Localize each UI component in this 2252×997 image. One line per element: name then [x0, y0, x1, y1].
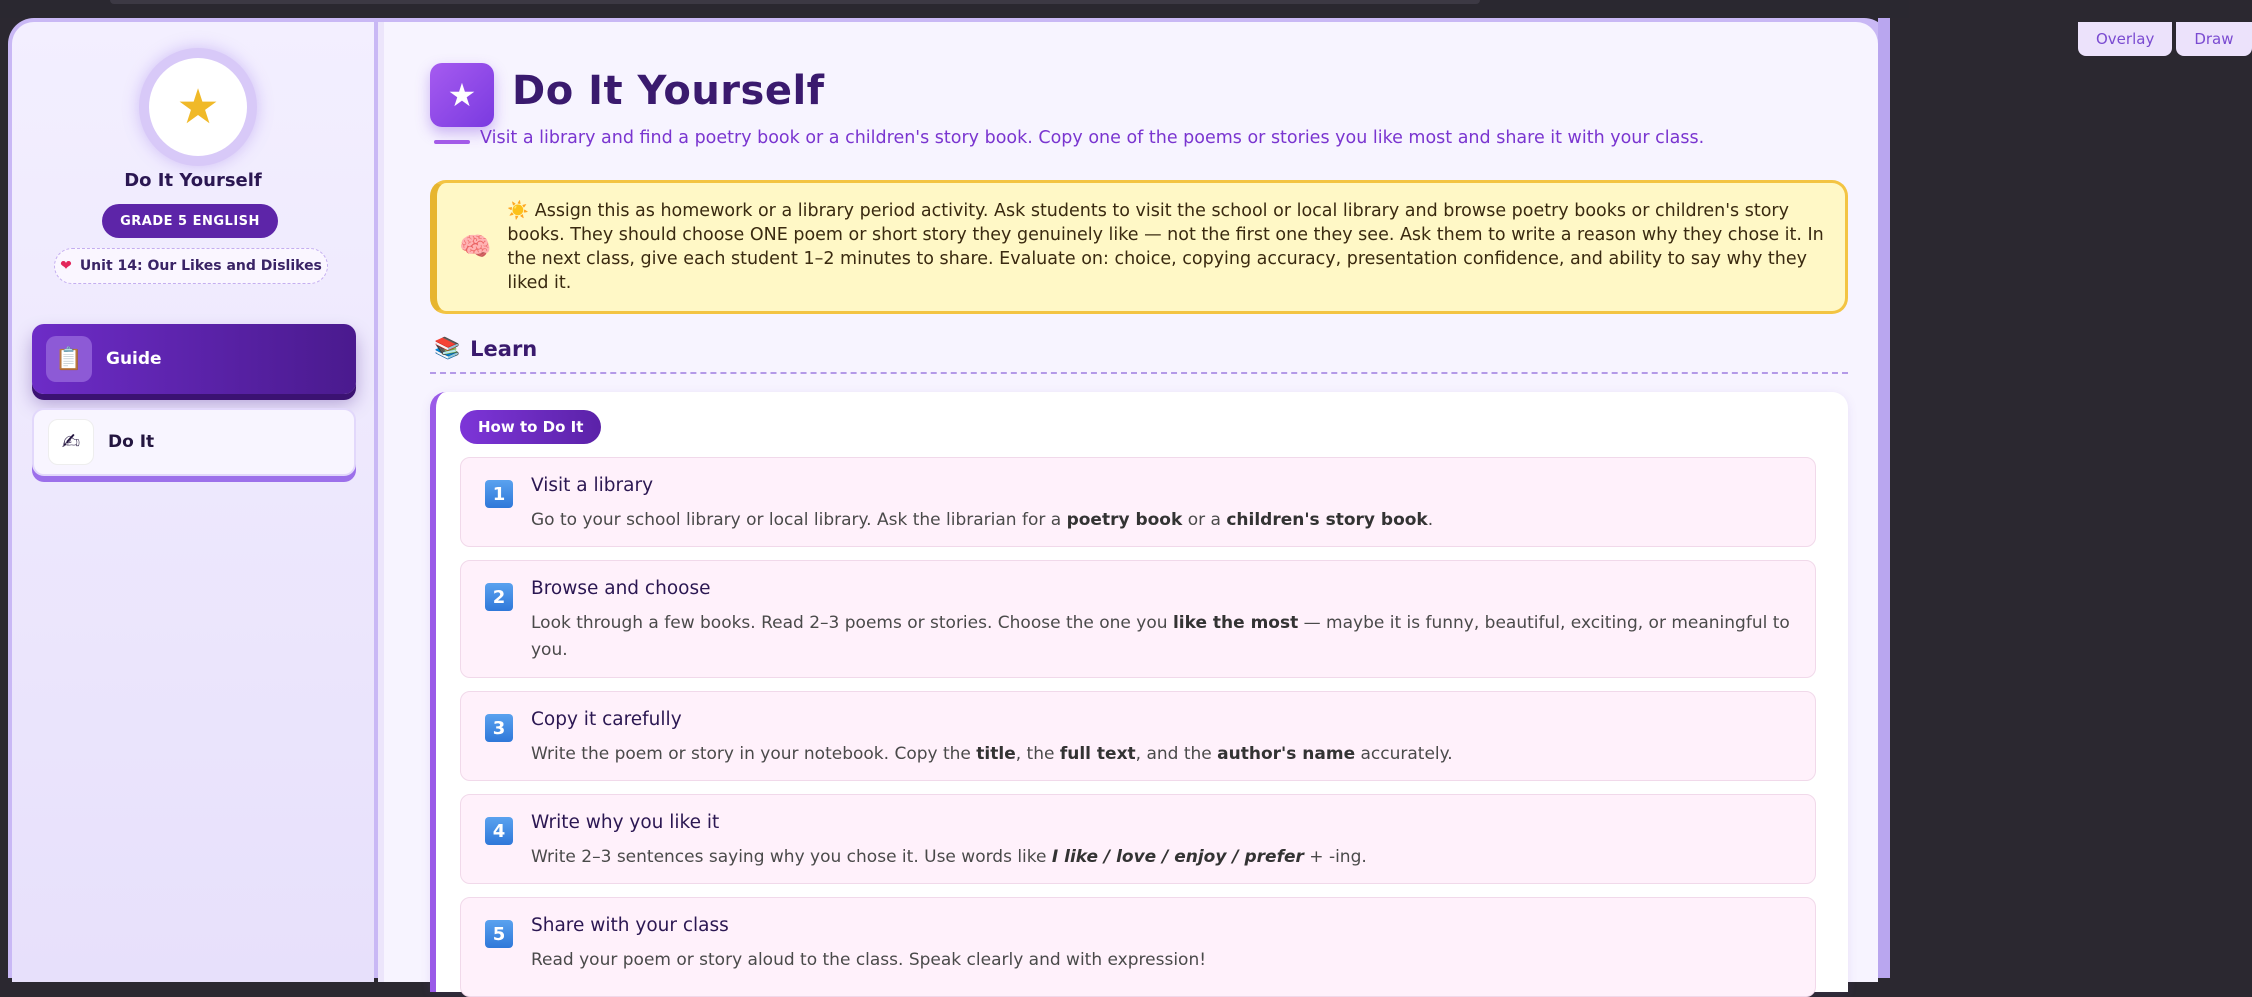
subtitle-accent: [434, 140, 470, 144]
step-item: [460, 457, 1816, 547]
section-heading-label: Learn: [470, 336, 538, 361]
unit-label: Unit 14: Our Likes and Dislikes: [79, 258, 322, 274]
browser-tab-strip: [110, 0, 1480, 4]
sidebar-item-label: Guide: [106, 349, 162, 369]
section-heading: [434, 336, 537, 361]
card-badge: How to Do It: [460, 410, 601, 444]
star-icon: ★: [149, 58, 247, 156]
step-description: Write 2–3 sentences saying why you chose it. Use words like I like / love / enjoy / prefer + -ing.: [531, 847, 1367, 867]
page-title: Do It Yourself: [512, 68, 825, 114]
overlay-tabs: [2078, 22, 2252, 56]
step-description: Look through a few books. Read 2–3 poems or stories. Choose the one you like the most — maybe it is funny, beautiful, exciting, or meaningful to you.: [531, 613, 1790, 660]
number-1-icon: 1: [485, 480, 513, 508]
step-title: Write why you like it: [531, 812, 720, 833]
star-icon: ★: [430, 63, 494, 127]
step-title: Copy it carefully: [531, 709, 682, 730]
step-description: Read your poem or story aloud to the class. Speak clearly and with expression!: [531, 950, 1207, 970]
writing-hand-icon: ✍: [48, 419, 94, 465]
teacher-note: [430, 180, 1848, 314]
sidebar-item-guide[interactable]: [32, 324, 356, 394]
number-2-icon: 2: [485, 583, 513, 611]
step-item: [460, 794, 1816, 884]
tab-overlay[interactable]: Overlay: [2078, 22, 2172, 56]
sidebar-item-label: Do It: [108, 432, 155, 452]
divider: [378, 22, 384, 982]
number-4-icon: 4: [485, 817, 513, 845]
step-item: [460, 897, 1816, 997]
step-title: Visit a library: [531, 475, 654, 496]
number-3-icon: 3: [485, 714, 513, 742]
page-subtitle: Visit a library and find a poetry book or a children's story book. Copy one of the poems or stories you like most and share it with your class.: [480, 128, 1705, 148]
step-title: Share with your class: [531, 915, 729, 936]
step-item: [460, 560, 1816, 678]
scrollbar-track[interactable]: [1878, 18, 1890, 978]
step-description: Write the poem or story in your notebook. Copy the title, the full text, and the author's name accurately.: [531, 744, 1453, 764]
sidebar-item-do-it[interactable]: [32, 408, 356, 476]
grade-badge: GRADE 5 ENGLISH: [102, 204, 278, 238]
sidebar-title: Do It Yourself: [124, 170, 262, 191]
main-content: [378, 22, 2234, 982]
tab-draw[interactable]: Draw: [2176, 22, 2251, 56]
clipboard-icon: 📋: [46, 336, 92, 382]
brain-icon: 🧠: [459, 232, 492, 262]
step-description: Go to your school library or local library. Ask the librarian for a poetry book or a children's story book.: [531, 510, 1434, 530]
books-icon: 📚: [434, 336, 461, 360]
number-5-icon: 5: [485, 920, 513, 948]
avatar-ring: [139, 48, 257, 166]
sidebar: [12, 22, 374, 982]
teacher-note-text: ☀️ Assign this as homework or a library period activity. Ask students to visit the school or local library and browse poetry books or children's story books. They should choose ONE poem or short story they genuinely like — not the first one they see. Ask them to write a reason why they chose it. In the next class, give each student 1–2 minutes to share. Evaluate on: choice, copying accuracy, presentation confidence, and ability to say why they liked it.: [507, 201, 1824, 293]
window-top-bar: [0, 0, 1909, 18]
section-divider: [430, 372, 1848, 374]
heart-icon: ❤: [60, 258, 72, 274]
app-frame: [8, 18, 2234, 978]
step-item: [460, 691, 1816, 781]
step-title: Browse and choose: [531, 578, 711, 599]
how-to-card: [430, 392, 1848, 992]
unit-badge: [54, 248, 328, 284]
